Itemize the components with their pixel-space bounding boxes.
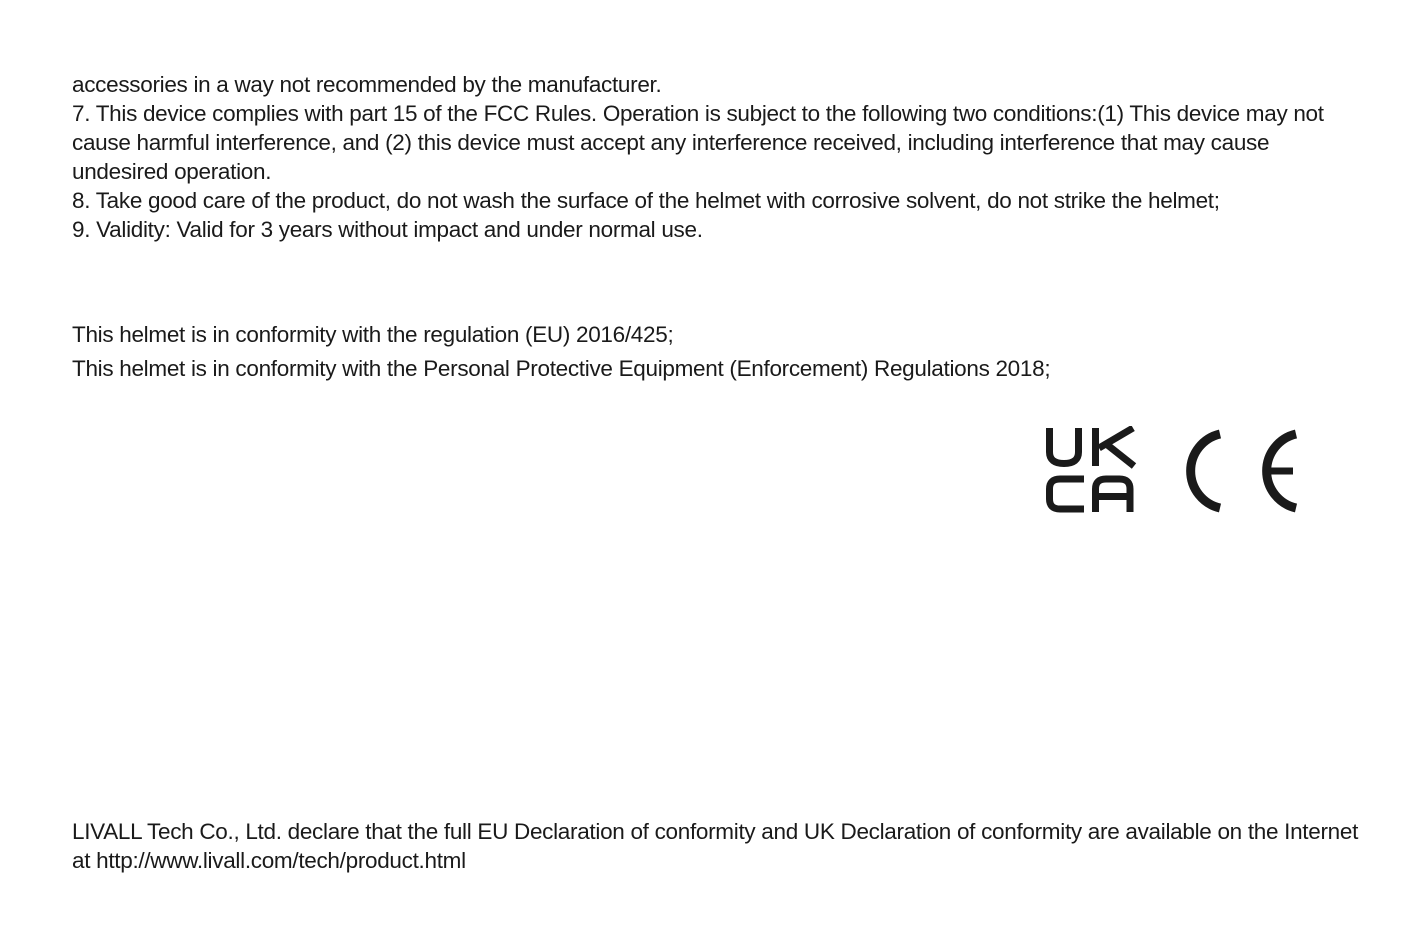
certification-marks-graphic bbox=[1044, 426, 1300, 516]
declaration-of-conformity bbox=[72, 817, 1362, 875]
ce-mark-icon bbox=[1191, 434, 1296, 508]
instruction-item-7: 7. This device complies with part 15 of the FCC Rules. Operation is subject to the following two conditions:(1) This device may not cause harmful interference, and (2) this device must accept any interference received, including interference that may cause undesired operation. bbox=[72, 101, 1324, 184]
instruction-item-8: 8. Take good care of the product, do not wash the surface of the helmet with corrosive solvent, do not strike the helmet; bbox=[72, 188, 1220, 213]
eu-conformity-statement: This helmet is in conformity with the regulation (EU) 2016/425; bbox=[72, 322, 674, 347]
uk-conformity-statement: This helmet is in conformity with the Personal Protective Equipment (Enforcement) Regulations 2018; bbox=[72, 356, 1051, 381]
ukca-mark-icon bbox=[1050, 428, 1135, 512]
instruction-continuation: accessories in a way not recommended by the manufacturer. bbox=[72, 72, 662, 97]
safety-instructions bbox=[72, 70, 1362, 244]
declaration-text: LIVALL Tech Co., Ltd. declare that the full EU Declaration of conformity and UK Declaration of conformity are available on the Internet at http://www.livall.com/tech/product.html bbox=[72, 819, 1359, 873]
instruction-item-9: 9. Validity: Valid for 3 years without impact and under normal use. bbox=[72, 217, 703, 242]
certification-marks bbox=[1044, 426, 1300, 516]
conformity-statements bbox=[72, 318, 1362, 386]
